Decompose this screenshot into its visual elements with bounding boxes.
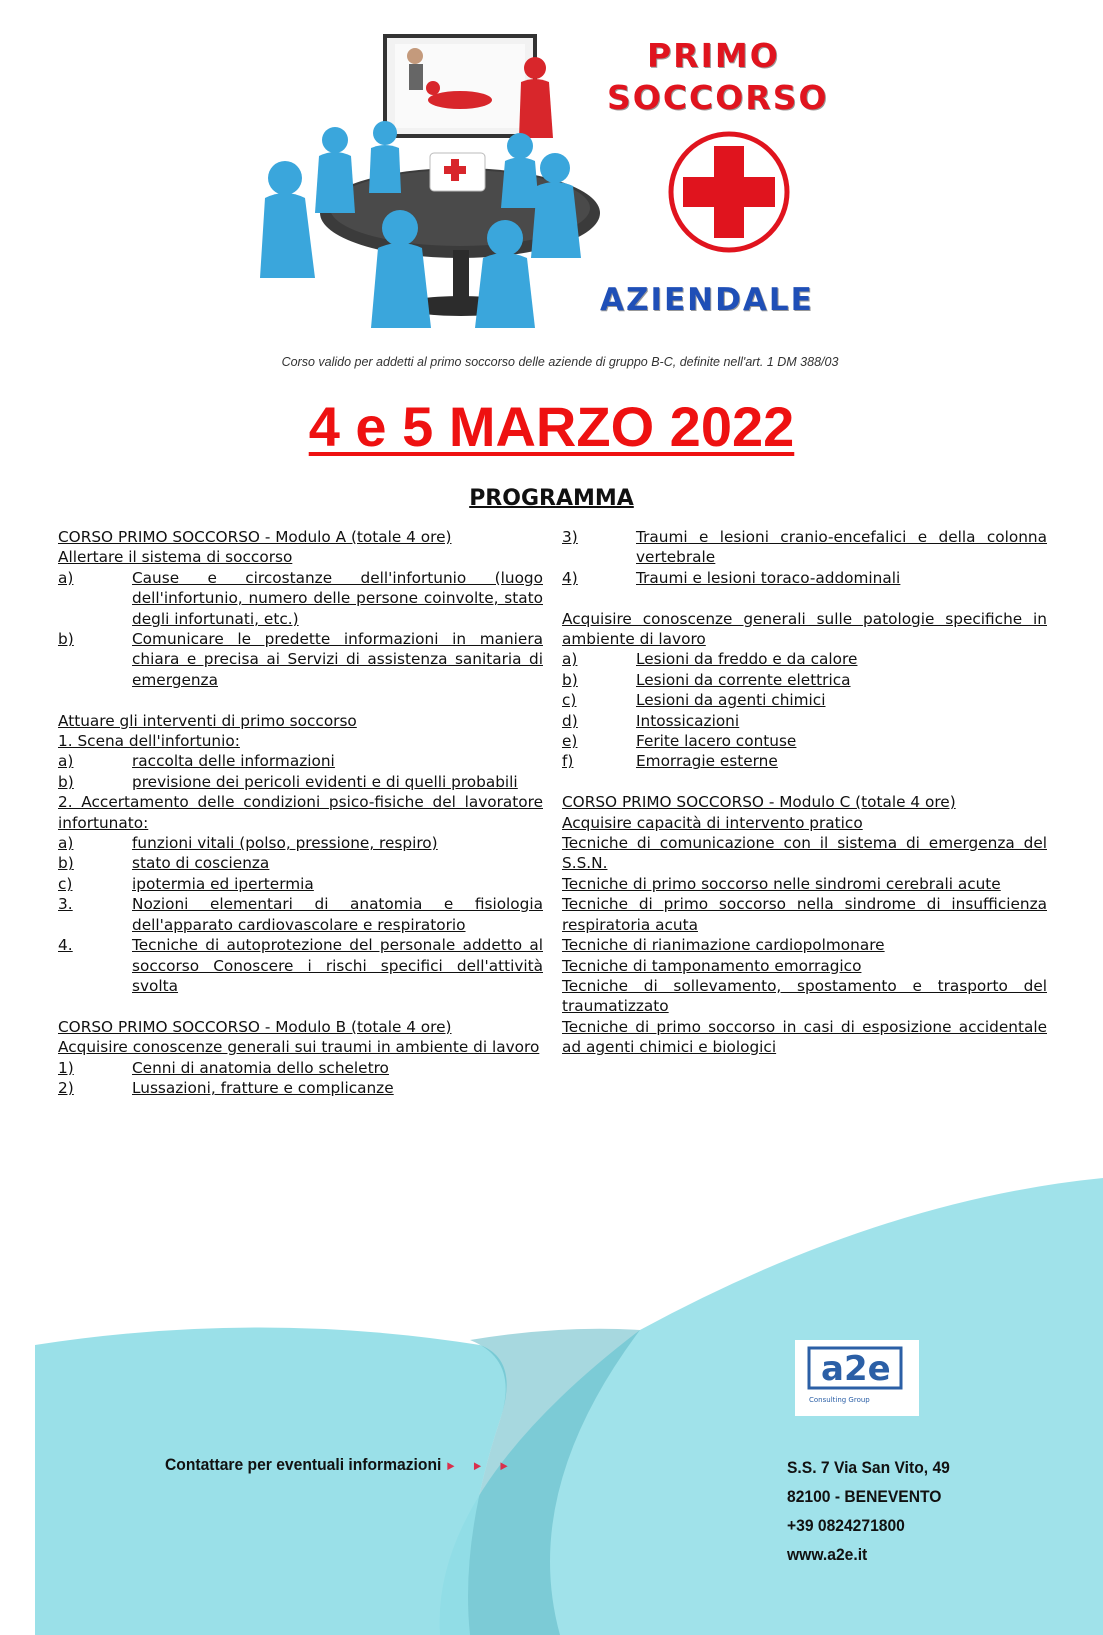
item-marker: a) [58,568,74,587]
item-text: Intossicazioni [636,711,740,730]
website-link[interactable]: www.a2e.it [787,1545,868,1564]
red-cross-icon [667,130,791,258]
item-marker: e) [562,732,578,751]
item-text: raccolta delle informazioni [132,752,335,771]
item-text: Lesioni da corrente elettrica [636,670,851,689]
item-marker: c) [58,874,73,893]
item-text: stato di coscienza [132,854,270,873]
module-c-subtitle: Acquisire capacità di intervento pratico [562,813,863,832]
list-item [562,568,1047,588]
address-city: 82100 - BENEVENTO [787,1487,942,1506]
item-marker: d) [562,711,578,730]
title-soccorso: SOCCORSO [607,78,829,117]
list-item [58,833,543,853]
item-marker: a) [58,752,74,771]
item-text: ipotermia ed ipertermia [132,874,314,893]
item-marker: b) [58,854,74,873]
item-marker: 3) [562,528,578,546]
module-b-subtitle: Acquisire conoscenze generali sui traumi in ambiente di lavoro [58,1038,540,1057]
address-block [787,1453,950,1569]
program-right-column [562,527,1047,1058]
list-item [58,1078,543,1098]
list-item [562,731,1047,751]
item-text: Traumi e lesioni toraco-addominali [636,568,901,587]
item-marker: 3. [58,895,73,914]
list-item [58,894,543,935]
item-text: Traumi e lesioni cranio-encefalici e della colonna vertebrale [636,528,1047,567]
list-item [562,527,1047,568]
module-a-subtitle: Allertare il sistema di soccorso [58,548,293,567]
item-marker: 1) [58,1058,74,1077]
module-c-item: Tecniche di comunicazione con il sistema di emergenza del S.S.N. [562,834,1047,873]
list-item [58,629,543,690]
module-c-item: Tecniche di primo soccorso nella sindrome di insufficienza respiratoria acuta [562,895,1047,934]
program-left-column [58,527,543,1098]
arrow-right-icon: ►►► [445,1458,525,1473]
module-a-title: CORSO PRIMO SOCCORSO - Modulo A (totale 4 ore) [58,528,452,546]
logo-subtext: Consulting Group [809,1396,870,1404]
title-primo: PRIMO [647,36,780,75]
item-marker: b) [562,670,578,689]
address-line: S.S. 7 Via San Vito, 49 [787,1458,950,1477]
item-marker: f) [562,752,574,771]
item-marker: c) [562,691,577,710]
module-c-item: Tecniche di primo soccorso in casi di esposizione accidentale ad agenti chimici e biologici [562,1017,1047,1057]
module-c-item: Tecniche di sollevamento, spostamento e trasporto del traumatizzato [562,976,1047,1016]
item-text: Cause e circostanze dell'infortunio (luogo dell'infortunio, numero delle persone coinvolte, stato degli infortunati, etc.) [132,568,543,628]
list-item [562,711,1047,731]
item-marker: a) [58,834,74,853]
title-aziendale: AZIENDALE [600,282,814,318]
item-text: Comunicare le predette informazioni in maniera chiara e precisa ai Servizi di assistenza sanitaria di emergenza [132,630,543,689]
item-text: Emorragie esterne [636,752,778,771]
contact-text: Contattare per eventuali informazioni [165,1455,442,1474]
item-marker: b) [58,630,74,649]
item-text: Ferite lacero contuse [636,732,797,751]
item-marker: 4. [58,936,73,955]
event-date: 4 e 5 MARZO 2022 [308,395,795,458]
module-c-item: Tecniche di primo soccorso nelle sindromi cerebrali acute [562,874,1001,893]
item-text: funzioni vitali (polso, pressione, respiro) [132,834,438,853]
item-marker: 2) [58,1078,74,1097]
validity-note: Corso valido per addetti al primo soccorso delle aziende di gruppo B-C, definite nell'art. 1 DM 388/03 [281,355,839,369]
item-marker: a) [562,650,578,669]
item-text: previsione dei pericoli evidenti e di quelli probabili [132,772,518,791]
item-marker: 4) [562,568,578,587]
program-title: PROGRAMMA [469,486,634,511]
item-marker: b) [58,772,74,791]
scene-title: 1. Scena dell'infortunio: [58,732,240,751]
company-logo [795,1340,919,1416]
list-item [58,853,543,873]
list-item [562,751,1047,771]
module-c-item: Tecniche di rianimazione cardiopolmonare [562,936,885,955]
item-text: Tecniche di autoprotezione del personale addetto al soccorso Conoscere i rischi specifici dell'attività svolta [132,936,543,995]
item-text: Lussazioni, fratture e complicanze [132,1078,394,1097]
list-item [562,649,1047,669]
check-title: 2. Accertamento delle condizioni psico-fisiche del lavoratore infortunato: [58,793,543,832]
item-text: Lesioni da agenti chimici [636,691,826,710]
module-c-item: Tecniche di tamponamento emorragico [562,956,862,975]
item-text: Cenni di anatomia dello scheletro [132,1058,389,1077]
module-b-title: CORSO PRIMO SOCCORSO - Modulo B (totale 4 ore) [58,1017,452,1036]
module-a-subtitle-2: Attuare gli interventi di primo soccorso [58,711,357,730]
pathology-title: Acquisire conoscenze generali sulle patologie specifiche in ambiente di lavoro [562,609,1047,649]
item-text: Nozioni elementari di anatomia e fisiologia dell'apparato cardiovascolare e respiratorio [132,895,543,934]
logo-text: a2e [821,1349,891,1389]
list-item [562,670,1047,690]
list-item [58,935,543,996]
list-item [58,1058,543,1078]
list-item [58,568,543,629]
phone-number: +39 0824271800 [787,1516,905,1535]
list-item [58,751,543,771]
item-text: Lesioni da freddo e da calore [636,650,858,669]
list-item [58,874,543,894]
list-item [58,772,543,792]
list-item [562,690,1047,710]
contact-line [165,1455,525,1475]
module-c-title: CORSO PRIMO SOCCORSO - Modulo C (totale 4 ore) [562,793,956,812]
